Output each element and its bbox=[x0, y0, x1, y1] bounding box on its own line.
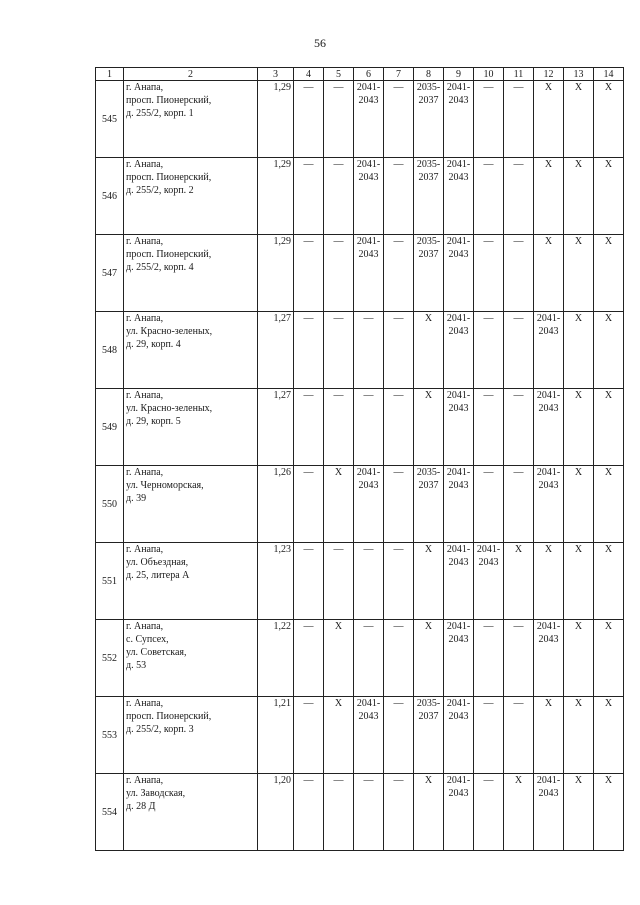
value-cell: X bbox=[534, 81, 564, 158]
value-cell: — bbox=[384, 158, 414, 235]
value-cell: — bbox=[384, 235, 414, 312]
value-cell: — bbox=[384, 697, 414, 774]
table-row bbox=[96, 158, 624, 235]
column-header-13: 13 bbox=[564, 68, 594, 81]
value-cell: — bbox=[474, 774, 504, 851]
table-header-row bbox=[96, 68, 624, 81]
table-body bbox=[96, 81, 624, 851]
address-line: г. Анапа, bbox=[126, 159, 164, 170]
row-number: 553 bbox=[96, 697, 124, 774]
address-line: г. Анапа, bbox=[126, 698, 164, 709]
value-cell: 2041-2043 bbox=[354, 466, 384, 543]
table-row bbox=[96, 774, 624, 851]
value-cell: — bbox=[324, 158, 354, 235]
value-cell: 2041-2043 bbox=[444, 235, 474, 312]
value-cell: 2041-2043 bbox=[444, 620, 474, 697]
value-cell: 2041-2043 bbox=[444, 389, 474, 466]
value-cell: X bbox=[564, 81, 594, 158]
coefficient-cell: 1,22 bbox=[258, 620, 294, 697]
value-cell: — bbox=[324, 543, 354, 620]
address-cell bbox=[124, 620, 258, 697]
address-line: д. 25, литера А bbox=[126, 570, 190, 581]
value-cell: — bbox=[384, 312, 414, 389]
coefficient-cell: 1,27 bbox=[258, 312, 294, 389]
address-line: г. Анапа, bbox=[126, 236, 164, 247]
row-number: 547 bbox=[96, 235, 124, 312]
address-cell bbox=[124, 81, 258, 158]
address-line: д. 28 Д bbox=[126, 801, 156, 812]
value-cell: 2035-2037 bbox=[414, 235, 444, 312]
address-cell bbox=[124, 774, 258, 851]
value-cell: — bbox=[384, 389, 414, 466]
address-line: д. 29, корп. 5 bbox=[126, 416, 181, 427]
address-cell bbox=[124, 466, 258, 543]
row-number: 551 bbox=[96, 543, 124, 620]
coefficient-cell: 1,27 bbox=[258, 389, 294, 466]
table-row bbox=[96, 543, 624, 620]
table-row bbox=[96, 81, 624, 158]
value-cell: — bbox=[384, 620, 414, 697]
coefficient-cell: 1,29 bbox=[258, 81, 294, 158]
value-cell: — bbox=[294, 466, 324, 543]
value-cell: — bbox=[324, 81, 354, 158]
value-cell: X bbox=[594, 697, 624, 774]
value-cell: 2041-2043 bbox=[444, 158, 474, 235]
row-number: 549 bbox=[96, 389, 124, 466]
value-cell: X bbox=[594, 774, 624, 851]
value-cell: X bbox=[594, 620, 624, 697]
value-cell: X bbox=[594, 158, 624, 235]
page-number: 56 bbox=[314, 36, 326, 50]
address-line: д. 255/2, корп. 2 bbox=[126, 185, 194, 196]
address-line: д. 39 bbox=[126, 493, 147, 504]
address-line: д. 29, корп. 4 bbox=[126, 339, 181, 350]
table-row bbox=[96, 312, 624, 389]
value-cell: — bbox=[474, 312, 504, 389]
address-line: ул. Объездная, bbox=[126, 557, 189, 568]
column-header-6: 6 bbox=[354, 68, 384, 81]
address-line: д. 255/2, корп. 3 bbox=[126, 724, 194, 735]
value-cell: — bbox=[294, 774, 324, 851]
table-row bbox=[96, 389, 624, 466]
value-cell: — bbox=[384, 543, 414, 620]
address-line: д. 53 bbox=[126, 660, 147, 671]
row-number: 554 bbox=[96, 774, 124, 851]
value-cell: X bbox=[324, 620, 354, 697]
value-cell: 2035-2037 bbox=[414, 466, 444, 543]
address-line: просп. Пионерский, bbox=[126, 711, 212, 722]
value-cell: — bbox=[474, 697, 504, 774]
address-line: ул. Заводская, bbox=[126, 788, 186, 799]
value-cell: 2041-2043 bbox=[354, 235, 384, 312]
table-row bbox=[96, 235, 624, 312]
value-cell: 2041-2043 bbox=[354, 81, 384, 158]
address-line: д. 255/2, корп. 4 bbox=[126, 262, 194, 273]
value-cell: X bbox=[414, 620, 444, 697]
value-cell: 2041-2043 bbox=[444, 312, 474, 389]
address-line: ул. Советская, bbox=[126, 647, 187, 658]
value-cell: 2041-2043 bbox=[534, 389, 564, 466]
value-cell: X bbox=[564, 466, 594, 543]
value-cell: — bbox=[324, 312, 354, 389]
value-cell: X bbox=[564, 697, 594, 774]
address-line: г. Анапа, bbox=[126, 775, 164, 786]
address-cell bbox=[124, 312, 258, 389]
address-cell bbox=[124, 543, 258, 620]
column-header-7: 7 bbox=[384, 68, 414, 81]
value-cell: X bbox=[414, 389, 444, 466]
value-cell: X bbox=[534, 543, 564, 620]
column-header-14: 14 bbox=[594, 68, 624, 81]
row-number: 552 bbox=[96, 620, 124, 697]
value-cell: — bbox=[354, 620, 384, 697]
value-cell: X bbox=[414, 312, 444, 389]
row-number: 546 bbox=[96, 158, 124, 235]
value-cell: X bbox=[564, 235, 594, 312]
value-cell: — bbox=[294, 158, 324, 235]
address-cell bbox=[124, 158, 258, 235]
value-cell: X bbox=[594, 543, 624, 620]
table-row bbox=[96, 466, 624, 543]
row-number: 550 bbox=[96, 466, 124, 543]
column-header-1: 1 bbox=[96, 68, 124, 81]
address-line: г. Анапа, bbox=[126, 390, 164, 401]
value-cell: — bbox=[384, 466, 414, 543]
value-cell: — bbox=[474, 620, 504, 697]
value-cell: — bbox=[324, 235, 354, 312]
value-cell: — bbox=[354, 774, 384, 851]
value-cell: 2041-2043 bbox=[534, 466, 564, 543]
column-header-9: 9 bbox=[444, 68, 474, 81]
row-number: 545 bbox=[96, 81, 124, 158]
value-cell: — bbox=[504, 312, 534, 389]
value-cell: X bbox=[594, 81, 624, 158]
value-cell: — bbox=[504, 620, 534, 697]
value-cell: 2035-2037 bbox=[414, 158, 444, 235]
value-cell: X bbox=[504, 543, 534, 620]
register-table bbox=[95, 67, 624, 851]
value-cell: — bbox=[354, 543, 384, 620]
address-line: ул. Красно-зеленых, bbox=[126, 403, 213, 414]
value-cell: — bbox=[294, 697, 324, 774]
table-row bbox=[96, 620, 624, 697]
address-line: г. Анапа, bbox=[126, 621, 164, 632]
value-cell: 2035-2037 bbox=[414, 81, 444, 158]
column-header-10: 10 bbox=[474, 68, 504, 81]
column-header-5: 5 bbox=[324, 68, 354, 81]
address-line: г. Анапа, bbox=[126, 313, 164, 324]
value-cell: — bbox=[474, 235, 504, 312]
address-cell bbox=[124, 235, 258, 312]
value-cell: — bbox=[294, 620, 324, 697]
value-cell: 2041-2043 bbox=[474, 543, 504, 620]
address-line: ул. Красно-зеленых, bbox=[126, 326, 213, 337]
value-cell: 2041-2043 bbox=[534, 774, 564, 851]
address-line: ул. Черноморская, bbox=[126, 480, 204, 491]
address-line: г. Анапа, bbox=[126, 544, 164, 555]
address-line: просп. Пионерский, bbox=[126, 172, 212, 183]
value-cell: 2041-2043 bbox=[534, 620, 564, 697]
address-cell bbox=[124, 389, 258, 466]
address-cell bbox=[124, 697, 258, 774]
table-row bbox=[96, 697, 624, 774]
value-cell: X bbox=[564, 389, 594, 466]
value-cell: — bbox=[504, 389, 534, 466]
value-cell: X bbox=[594, 389, 624, 466]
value-cell: X bbox=[594, 312, 624, 389]
column-header-4: 4 bbox=[294, 68, 324, 81]
value-cell: X bbox=[594, 466, 624, 543]
address-line: просп. Пионерский, bbox=[126, 249, 212, 260]
value-cell: — bbox=[294, 81, 324, 158]
column-header-8: 8 bbox=[414, 68, 444, 81]
column-header-2: 2 bbox=[124, 68, 258, 81]
value-cell: 2041-2043 bbox=[534, 312, 564, 389]
value-cell: X bbox=[534, 235, 564, 312]
value-cell: X bbox=[564, 774, 594, 851]
value-cell: X bbox=[564, 620, 594, 697]
value-cell: 2041-2043 bbox=[444, 81, 474, 158]
value-cell: X bbox=[414, 774, 444, 851]
value-cell: 2035-2037 bbox=[414, 697, 444, 774]
address-line: д. 255/2, корп. 1 bbox=[126, 108, 194, 119]
column-header-12: 12 bbox=[534, 68, 564, 81]
value-cell: X bbox=[504, 774, 534, 851]
value-cell: 2041-2043 bbox=[444, 697, 474, 774]
value-cell: 2041-2043 bbox=[444, 543, 474, 620]
coefficient-cell: 1,23 bbox=[258, 543, 294, 620]
value-cell: 2041-2043 bbox=[444, 774, 474, 851]
value-cell: X bbox=[594, 235, 624, 312]
value-cell: — bbox=[384, 81, 414, 158]
value-cell: X bbox=[564, 543, 594, 620]
value-cell: — bbox=[504, 81, 534, 158]
value-cell: 2041-2043 bbox=[354, 697, 384, 774]
value-cell: X bbox=[564, 312, 594, 389]
value-cell: — bbox=[504, 158, 534, 235]
address-line: с. Супсех, bbox=[126, 634, 169, 645]
value-cell: — bbox=[324, 389, 354, 466]
value-cell: — bbox=[504, 466, 534, 543]
coefficient-cell: 1,21 bbox=[258, 697, 294, 774]
value-cell: — bbox=[294, 235, 324, 312]
value-cell: 2041-2043 bbox=[354, 158, 384, 235]
coefficient-cell: 1,20 bbox=[258, 774, 294, 851]
value-cell: — bbox=[474, 389, 504, 466]
value-cell: — bbox=[294, 389, 324, 466]
value-cell: — bbox=[474, 158, 504, 235]
value-cell: — bbox=[354, 389, 384, 466]
value-cell: 2041-2043 bbox=[444, 466, 474, 543]
coefficient-cell: 1,29 bbox=[258, 235, 294, 312]
value-cell: X bbox=[534, 697, 564, 774]
value-cell: — bbox=[294, 543, 324, 620]
value-cell: — bbox=[474, 81, 504, 158]
address-line: г. Анапа, bbox=[126, 82, 164, 93]
value-cell: — bbox=[354, 312, 384, 389]
address-line: просп. Пионерский, bbox=[126, 95, 212, 106]
column-header-11: 11 bbox=[504, 68, 534, 81]
value-cell: X bbox=[414, 543, 444, 620]
value-cell: — bbox=[384, 774, 414, 851]
value-cell: — bbox=[324, 774, 354, 851]
value-cell: X bbox=[324, 466, 354, 543]
value-cell: — bbox=[504, 235, 534, 312]
value-cell: — bbox=[474, 466, 504, 543]
value-cell: — bbox=[504, 697, 534, 774]
value-cell: X bbox=[564, 158, 594, 235]
value-cell: — bbox=[294, 312, 324, 389]
address-line: г. Анапа, bbox=[126, 467, 164, 478]
value-cell: X bbox=[324, 697, 354, 774]
value-cell: X bbox=[534, 158, 564, 235]
column-header-3: 3 bbox=[258, 68, 294, 81]
coefficient-cell: 1,26 bbox=[258, 466, 294, 543]
coefficient-cell: 1,29 bbox=[258, 158, 294, 235]
row-number: 548 bbox=[96, 312, 124, 389]
